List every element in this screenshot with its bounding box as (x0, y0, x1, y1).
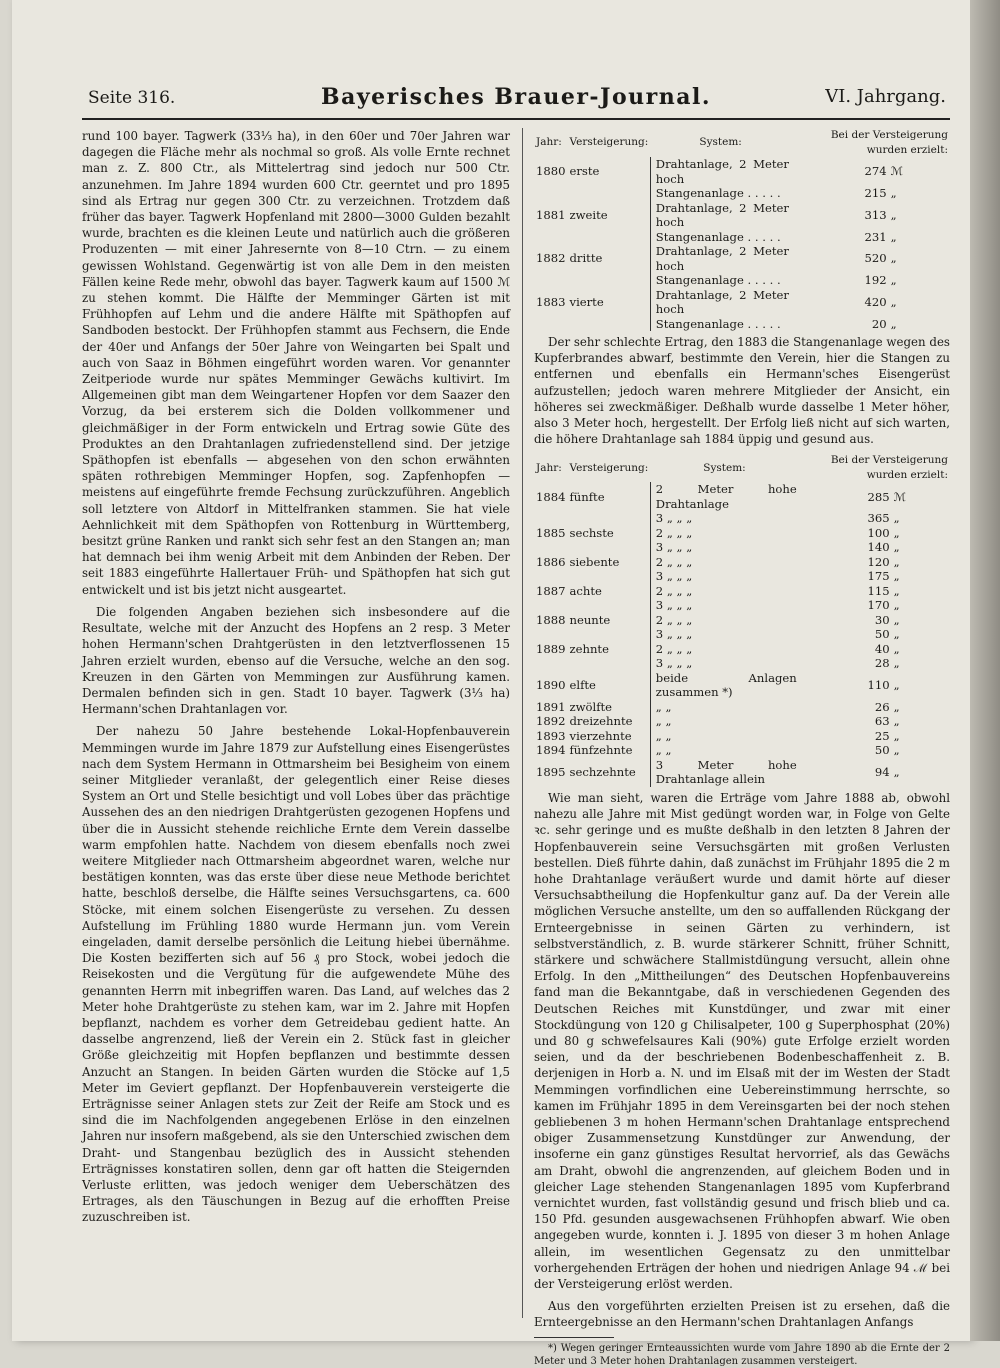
auction-cell: erste (569, 164, 600, 179)
value-cell: 26 (874, 699, 890, 714)
system-cell: beide Anlagen zusammen *) (650, 671, 798, 700)
yield-table-1884-1895 (534, 453, 950, 787)
table-row (534, 526, 950, 541)
system-cell: 3 „ „ „ (650, 627, 798, 642)
year-cell (534, 511, 568, 526)
value-cell: 28 (874, 656, 890, 671)
year-cell (534, 186, 568, 201)
right-column (534, 128, 950, 1368)
unit-cell: „ (893, 583, 900, 598)
auction-cell: dreizehnte (569, 714, 633, 729)
table-row (534, 743, 950, 758)
value-cell: 110 (867, 678, 890, 693)
unit-cell: „ (890, 294, 897, 309)
system-cell: 2 Meter hohe Drahtanlage (650, 482, 798, 511)
unit-cell: „ (893, 678, 900, 693)
unit-cell: „ (893, 554, 900, 569)
unit-cell: „ (893, 569, 900, 584)
auction-cell: zweite (569, 207, 608, 222)
value-cell: 192 (864, 273, 887, 287)
auction-cell: neunte (569, 612, 611, 627)
year-cell: 1895 (536, 765, 566, 780)
auction-cell: zehnte (569, 641, 609, 656)
year-cell: 1891 (536, 699, 566, 714)
value-cell: 120 (867, 554, 890, 569)
value-cell: 231 (864, 229, 887, 244)
value-cell: 215 (864, 186, 887, 200)
unit-cell: „ (893, 511, 900, 526)
year-cell (534, 540, 568, 555)
table-row (534, 700, 950, 715)
year-cell: 1884 (536, 489, 566, 504)
auction-cell (568, 317, 651, 332)
value-cell: 30 (874, 612, 890, 627)
header-auction: Versteigerung: (569, 461, 649, 474)
system-cell: 3 „ „ „ (650, 540, 798, 555)
volume-label: VI. Jahrgang. (825, 86, 946, 107)
system-cell: Stangenanlage . . . . . (650, 317, 791, 332)
table-row (534, 230, 950, 245)
table-row (534, 729, 950, 744)
year-cell (534, 656, 568, 671)
unit-cell: „ (893, 656, 900, 671)
system-cell: Drahtanlage, 2 Meter hoch (650, 157, 791, 186)
year-cell: 1890 (536, 678, 566, 693)
year-cell: 1892 (536, 714, 566, 729)
system-cell: „ „ (650, 714, 798, 729)
system-cell: Stangenanlage . . . . . (650, 230, 791, 245)
header-system: System: (699, 136, 742, 149)
auction-cell (568, 656, 651, 671)
auction-cell: fünfte (569, 489, 605, 504)
paragraph: Wie man sieht, waren die Erträge vom Jahre 1888 ab, obwohl nahezu alle Jahre mit Mist gedüngt worden war, in Folge von Gelte ꝛc. sehr geringe und es mußte deßhalb in den letzten 8 Jahren der Hopfenbauverein seine Versuchsgärten mit großen Verlusten bestellen. Dieß führte dahin, daß zunächst im Frühjahr 1895 die 2 m hohe Drahtanlage veräußert wurde und damit hörte auf dieser Versuchsabtheilung die Hopfenkultur ganz auf. Da der Verein alle möglichen Versuche anstellte, um den so auffallenden Rückgang der Ernteergebnisse in seinen Gärten zu verhindern, ist selbstverständlich, z. B. wurde stärkerer Schnitt, früher Schnitt, stärkere und schwächere Stallmistdüngung versucht, allein ohne Erfolg. In den „Mittheilungen“ des Deutschen Hopfenbauvereins fand man die Bekanntgabe, daß in verschiedenen Gegenden des Deutschen Reiches mit Kunstdünger, und zwar mit einer Stockdüngung von 120 g Chilisalpeter, 100 g Superphosphat (20%) und 80 g schwefelsaures Kali (90%) gute Erfolge erzielt worden seien, und da der beschriebenen Bodenbeschaffenheit z. B. derjenigen in Horb a. N. und im Elsaß mit der im Westen der Stadt Memmingen vorfindlichen eine Uebereinstimmung herrschte, so kamen im Frühjahr 1895 in dem Vereinsgarten bei der noch stehen gebliebenen 3 m hohen Hermann'schen Drahtanlage entsprechend obiger Zusammensetzung Kunstdünger zur Anwendung, der insoferne ein ganz günstiges Resultat hervorrief, als das Gewächs am Draht, obwohl die angrenzenden, auf gleichem Boden und in gleicher Lage stehenden Stangenanlagen 1895 vom Kupferbrand vernichtet wurden, fast vollständig gesund und frisch blieb und ca. 150 Pfd. gesunden ausgewachsenen Frühhopfen abwarf. Wie oben angegeben wurde, konnten i. J. 1895 von dieser 3 m hohen Anlage allein, im wesentlichen Gegensatz zu den unmittelbar vorhergehenden Erträgen der hohen und niedrigen Anlage 94 ℳ bei der Versteigerung erlöst werden. (534, 790, 950, 1292)
system-cell: Stangenanlage . . . . . (650, 186, 791, 201)
table-row (534, 201, 950, 230)
value-cell: 313 (864, 207, 887, 222)
table-row (534, 273, 950, 288)
table-row (534, 656, 950, 671)
paragraph: Aus den vorgeführten erzielten Preisen ist zu ersehen, daß die Ernteergebnisse an den Hermann'schen Drahtanlagen Anfangs (534, 1299, 950, 1330)
year-cell: 1888 (536, 612, 566, 627)
table-row (534, 540, 950, 555)
value-cell: 170 (867, 598, 890, 613)
auction-cell (568, 230, 651, 245)
auction-cell (568, 511, 651, 526)
value-cell: 20 (871, 316, 887, 331)
value-cell: 140 (867, 540, 890, 555)
system-cell: 2 „ „ „ (650, 584, 798, 599)
header-result: Bei der Versteigerung wurden erzielt: (830, 129, 948, 156)
auction-cell: achte (569, 583, 602, 598)
auction-cell: zwölfte (569, 699, 613, 714)
auction-cell: dritte (569, 251, 603, 266)
unit-cell: „ (893, 743, 900, 758)
table-row (534, 714, 950, 729)
unit-cell: „ (890, 251, 897, 266)
unit-cell: „ (890, 229, 897, 244)
auction-cell: siebente (569, 554, 620, 569)
year-cell: 1886 (536, 554, 566, 569)
page-number: Seite 316. (88, 88, 176, 108)
header-system: System: (703, 461, 746, 474)
journal-title: Bayerisches Brauer-Journal. (321, 84, 711, 110)
value-cell: 285 (867, 489, 890, 504)
auction-cell (568, 540, 651, 555)
year-cell (534, 598, 568, 613)
unit-cell: „ (890, 207, 897, 222)
system-cell: 2 „ „ „ (650, 526, 798, 541)
header-year: Jahr: (536, 136, 562, 149)
table-row (534, 482, 950, 511)
unit-cell: „ (893, 627, 900, 642)
year-cell (534, 230, 568, 245)
unit-cell: „ (893, 699, 900, 714)
system-cell: 2 „ „ „ (650, 613, 798, 628)
system-cell: „ „ (650, 700, 798, 715)
system-cell: 3 „ „ „ (650, 569, 798, 584)
value-cell: 274 (864, 164, 887, 179)
year-cell: 1894 (536, 743, 566, 758)
table-row (534, 244, 950, 273)
table-row (534, 758, 950, 787)
table-row (534, 613, 950, 628)
auction-cell: elfte (569, 678, 596, 693)
value-cell: 365 (867, 511, 890, 526)
table-body (534, 157, 950, 331)
year-cell: 1881 (536, 207, 566, 222)
auction-cell: sechzehnte (569, 765, 636, 780)
system-cell: „ „ (650, 743, 798, 758)
paragraph: Die folgenden Angaben beziehen sich insbesondere auf die Resultate, welche mit der Anzucht des Hopfens an 2 resp. 3 Meter hohen Hermann'schen Drahtgerüsten in den letztverflossenen 15 Jahren erzielt wurden, ebenso auf die Versuche, welche an den sog. Kreuzen in den Gärten von Memmingen zur Ausführung kamen. Dermalen befinden sich in gen. Stadt 10 bayer. Tagwerk (3⅓ ha) Hermann'schen Drahtanlagen vor. (82, 604, 510, 717)
table-row (534, 555, 950, 570)
unit-cell: „ (893, 540, 900, 555)
unit-cell: „ (890, 316, 897, 331)
unit-cell: ℳ (890, 164, 904, 179)
auction-cell: vierzehnte (569, 728, 632, 743)
auction-cell (568, 598, 651, 613)
yield-table-1880-1883 (534, 128, 950, 331)
auction-cell: vierte (569, 294, 604, 309)
paragraph: Der sehr schlechte Ertrag, den 1883 die Stangenanlage wegen des Kupferbrandes abwarf, bestimmte den Verein, hier die Stangen zu entfernen und ebenfalls ein Hermann'sches Eisengerüst aufzustellen; jedoch waren mehrere Mitglieder der Ansicht, ein höheres sei zweckmäßiger. Deßhalb wurde dasselbe 1 Meter höher, also 3 Meter hoch, hergestellt. Der Erfolg ließ nicht auf sich warten, die höhere Drahtanlage sah 1884 üppig und gesund aus. (534, 335, 950, 447)
unit-cell: „ (893, 728, 900, 743)
paragraph: rund 100 bayer. Tagwerk (33⅓ ha), in den 60er und 70er Jahren war dagegen die Fläche mehr als nochmal so groß. Als volle Ernte rechnet man z. Z. 800 Ctr., als Mittelertrag sind jedoch nur 500 Ctr. anzunehmen. Im Jahre 1894 wurden 600 Ctr. geerntet und pro 1895 sind als Ertrag nur gegen 300 Ctr. zu verzeichnen. Trotzdem daß früher das bayer. Tagwerk Hopfenland mit 2800—3000 Gulden bezahlt wurde, brachten es die kleinen Leute und natürlich auch die größeren Produzenten — mit einer Jahresernte von 8—10 Ctrn. — zu einem gewissen Wohlstand. Gegenwärtig ist von alle Dem in den meisten Fällen keine Rede mehr, obwohl das bayer. Tagwerk kaum auf 1500 ℳ zu stehen kommt. Die Hälfte der Memminger Gärten ist mit Frühhopfen auf Lehm und die andere Hälfte mit Späthopfen auf Sandboden bestockt. Der Frühhopfen stammt aus Fechsern, die Ende der 40er und Anfangs der 50er Jahre von Weingarten bei Spalt und auch von Saaz in Böhmen eingeführt worden waren. Vor genannter Zeitperiode wurde nur spätes Memminger Gewächs kultivirt. Im Allgemeinen gibt man dem Weingartener Hopfen vor dem Saazer den Vorzug, da bei ersterem sich die Dolden vollkommener und gleichmäßiger in der Form entwickeln und Ertrag sowie Güte des Produktes an den Drahtanlagen zufriedenstellend sind. Der jetzige Späthopfen ist ebenfalls — abgesehen von den schon erwähnten späten rothrebigen Memminger Hopfen, sog. Zapfenhopfen — meistens auf eingeführte fremde Fechsung zurückzuführen. Angeblich soll letztere von Altdorf in Mittelfranken stammen. Sie hat viele Aehnlichkeit mit dem Späthopfen von Rottenburg in Württemberg, besitzt grüne Ranken und rankt sich sehr fest an den Stangen an; man hat demnach bei ihm wenig Arbeit mit dem Anbinden der Reben. Der seit 1883 eingeführte Hallertauer Früh- und Späthopfen hat sich gut entwickelt und ist bis jetzt nicht ausgeartet. (82, 129, 510, 597)
table-row (534, 157, 950, 186)
year-cell: 1880 (536, 164, 566, 179)
year-cell (534, 569, 568, 584)
auction-cell (568, 273, 651, 288)
unit-cell: „ (890, 186, 897, 200)
auction-cell (568, 627, 651, 642)
value-cell: 100 (867, 525, 890, 540)
value-cell: 115 (867, 583, 890, 598)
table-row (534, 642, 950, 657)
footnote-divider (534, 1337, 614, 1338)
year-cell: 1889 (536, 641, 566, 656)
value-cell: 94 (874, 765, 890, 780)
header-auction: Versteigerung: (569, 136, 649, 149)
value-cell: 520 (864, 251, 887, 266)
year-cell (534, 627, 568, 642)
unit-cell: „ (893, 525, 900, 540)
system-cell: Stangenanlage . . . . . (650, 273, 791, 288)
table-row (534, 288, 950, 317)
system-cell: 2 „ „ „ (650, 642, 798, 657)
auction-cell: fünfzehnte (569, 743, 633, 758)
table-header-row (534, 128, 950, 157)
unit-cell: „ (893, 641, 900, 656)
table-row (534, 317, 950, 332)
auction-cell (568, 569, 651, 584)
value-cell: 420 (864, 294, 887, 309)
system-cell: Drahtanlage, 2 Meter hoch (650, 288, 791, 317)
system-cell: 3 Meter hohe Drahtanlage allein (650, 758, 798, 787)
value-cell: 50 (874, 627, 890, 642)
system-cell: 2 „ „ „ (650, 555, 798, 570)
unit-cell: ℳ (893, 489, 907, 504)
left-column (82, 128, 510, 1232)
table-row (534, 186, 950, 201)
paragraph: Der nahezu 50 Jahre bestehende Lokal-Hopfenbauverein Memmingen wurde im Jahre 1879 zur Aufstellung eines Eisengerüstes nach dem System Hermann in Ottmarsheim bei Besigheim von einem seiner Mitglieder veranlaßt, der gelegentlich einer Reise dieses System an Ort und Stelle besichtigt und voll Lobes über das prächtige Aussehen des an den niedrigen Drahtgerüsten gezogenen Hopfens und über die in Aussicht stehende reichliche Ernte dem Verein dasselbe warm empfohlen hatte. Nachdem von diesem ebenfalls noch zwei weitere Mitglieder nach Ottmarsheim abgeordnet waren, welche nur bestätigen konnten, was das erste über diese neue Methode berichtet hatte, beschloß derselbe, die Hälfte seines Versuchsgartens, ca. 600 Stöcke, mit einem solchen Eisengerüste zu versehen. Zu dessen Aufstellung im Frühling 1880 wurde Hermann jun. vom Verein eingeladen, damit derselbe persönlich die Leitung hiebei übernähme. Die Kosten bezifferten sich auf 56 ₰ pro Stock, wobei jedoch die Reisekosten und die Vergütung für die aufgewendete Mühe des genannten Herrn mit inbegriffen waren. Das Land, auf welches das 2 Meter hohe Drahtgerüste zu stehen kam, war im 2. Jahre mit Hopfen bepflanzt, nachdem es vorher dem Getreidebau gedient hatte. An dasselbe angrenzend, ließ der Verein ein 2. Stück fast in gleicher Größe gleichzeitig mit Hopfen bepflanzen und bestimmte dessen Anzucht an Stangen. In beiden Gärten wurden die Stöcke auf 1,5 Meter im Geviert gepflanzt. Der Hopfenbauverein versteigerte die Erträgnisse seiner Anlagen stets zur Zeit der Reife am Stock und es sind die im Nachfolgenden angegebenen Erlöse in den einzelnen Jahren nur insofern maßgebend, als sie den Unterschied zwischen dem Draht- und Stangenbau bezüglich des in Aussicht stehenden Erträgnisses konstatiren sollen, denn gar oft hatten die Steigernden Verluste erlitten, was jedoch weniger dem Ueberschätzen des Ertrages, als den Täuschungen in Bezug auf die erhofften Preise zuzuschreiben ist. (82, 724, 510, 1225)
table-row (534, 598, 950, 613)
unit-cell: „ (890, 273, 897, 287)
column-divider (522, 128, 523, 1318)
header-result: Bei der Versteigerung wurden erzielt: (830, 454, 948, 481)
unit-cell: „ (893, 714, 900, 729)
table-body (534, 482, 950, 787)
table-row (534, 511, 950, 526)
header-year: Jahr: (536, 461, 562, 474)
system-cell: Drahtanlage, 2 Meter hoch (650, 201, 791, 230)
page-header (82, 82, 950, 120)
year-cell: 1883 (536, 294, 566, 309)
auction-cell (568, 186, 651, 201)
footnote: *) Wegen geringer Ernteaussichten wurde vom Jahre 1890 ab die Ernte der 2 Meter und 3 Meter hohen Drahtanlagen zusammen versteigert. (534, 1342, 950, 1367)
value-cell: 50 (874, 743, 890, 758)
book-spine-shadow (970, 0, 1000, 1341)
table-row (534, 671, 950, 700)
auction-cell: sechste (569, 525, 614, 540)
value-cell: 63 (874, 714, 890, 729)
unit-cell: „ (893, 765, 900, 780)
table-row (534, 569, 950, 584)
system-cell: 3 „ „ „ (650, 598, 798, 613)
system-cell: Drahtanlage, 2 Meter hoch (650, 244, 791, 273)
system-cell: „ „ (650, 729, 798, 744)
table-row (534, 627, 950, 642)
year-cell: 1885 (536, 525, 566, 540)
system-cell: 3 „ „ „ (650, 511, 798, 526)
system-cell: 3 „ „ „ (650, 656, 798, 671)
year-cell: 1893 (536, 728, 566, 743)
year-cell: 1887 (536, 583, 566, 598)
year-cell (534, 273, 568, 288)
value-cell: 175 (867, 569, 890, 584)
year-cell: 1882 (536, 251, 566, 266)
table-header-row (534, 453, 950, 482)
value-cell: 40 (874, 641, 890, 656)
unit-cell: „ (893, 612, 900, 627)
table-row (534, 584, 950, 599)
year-cell (534, 317, 568, 332)
value-cell: 25 (874, 728, 890, 743)
unit-cell: „ (893, 598, 900, 613)
